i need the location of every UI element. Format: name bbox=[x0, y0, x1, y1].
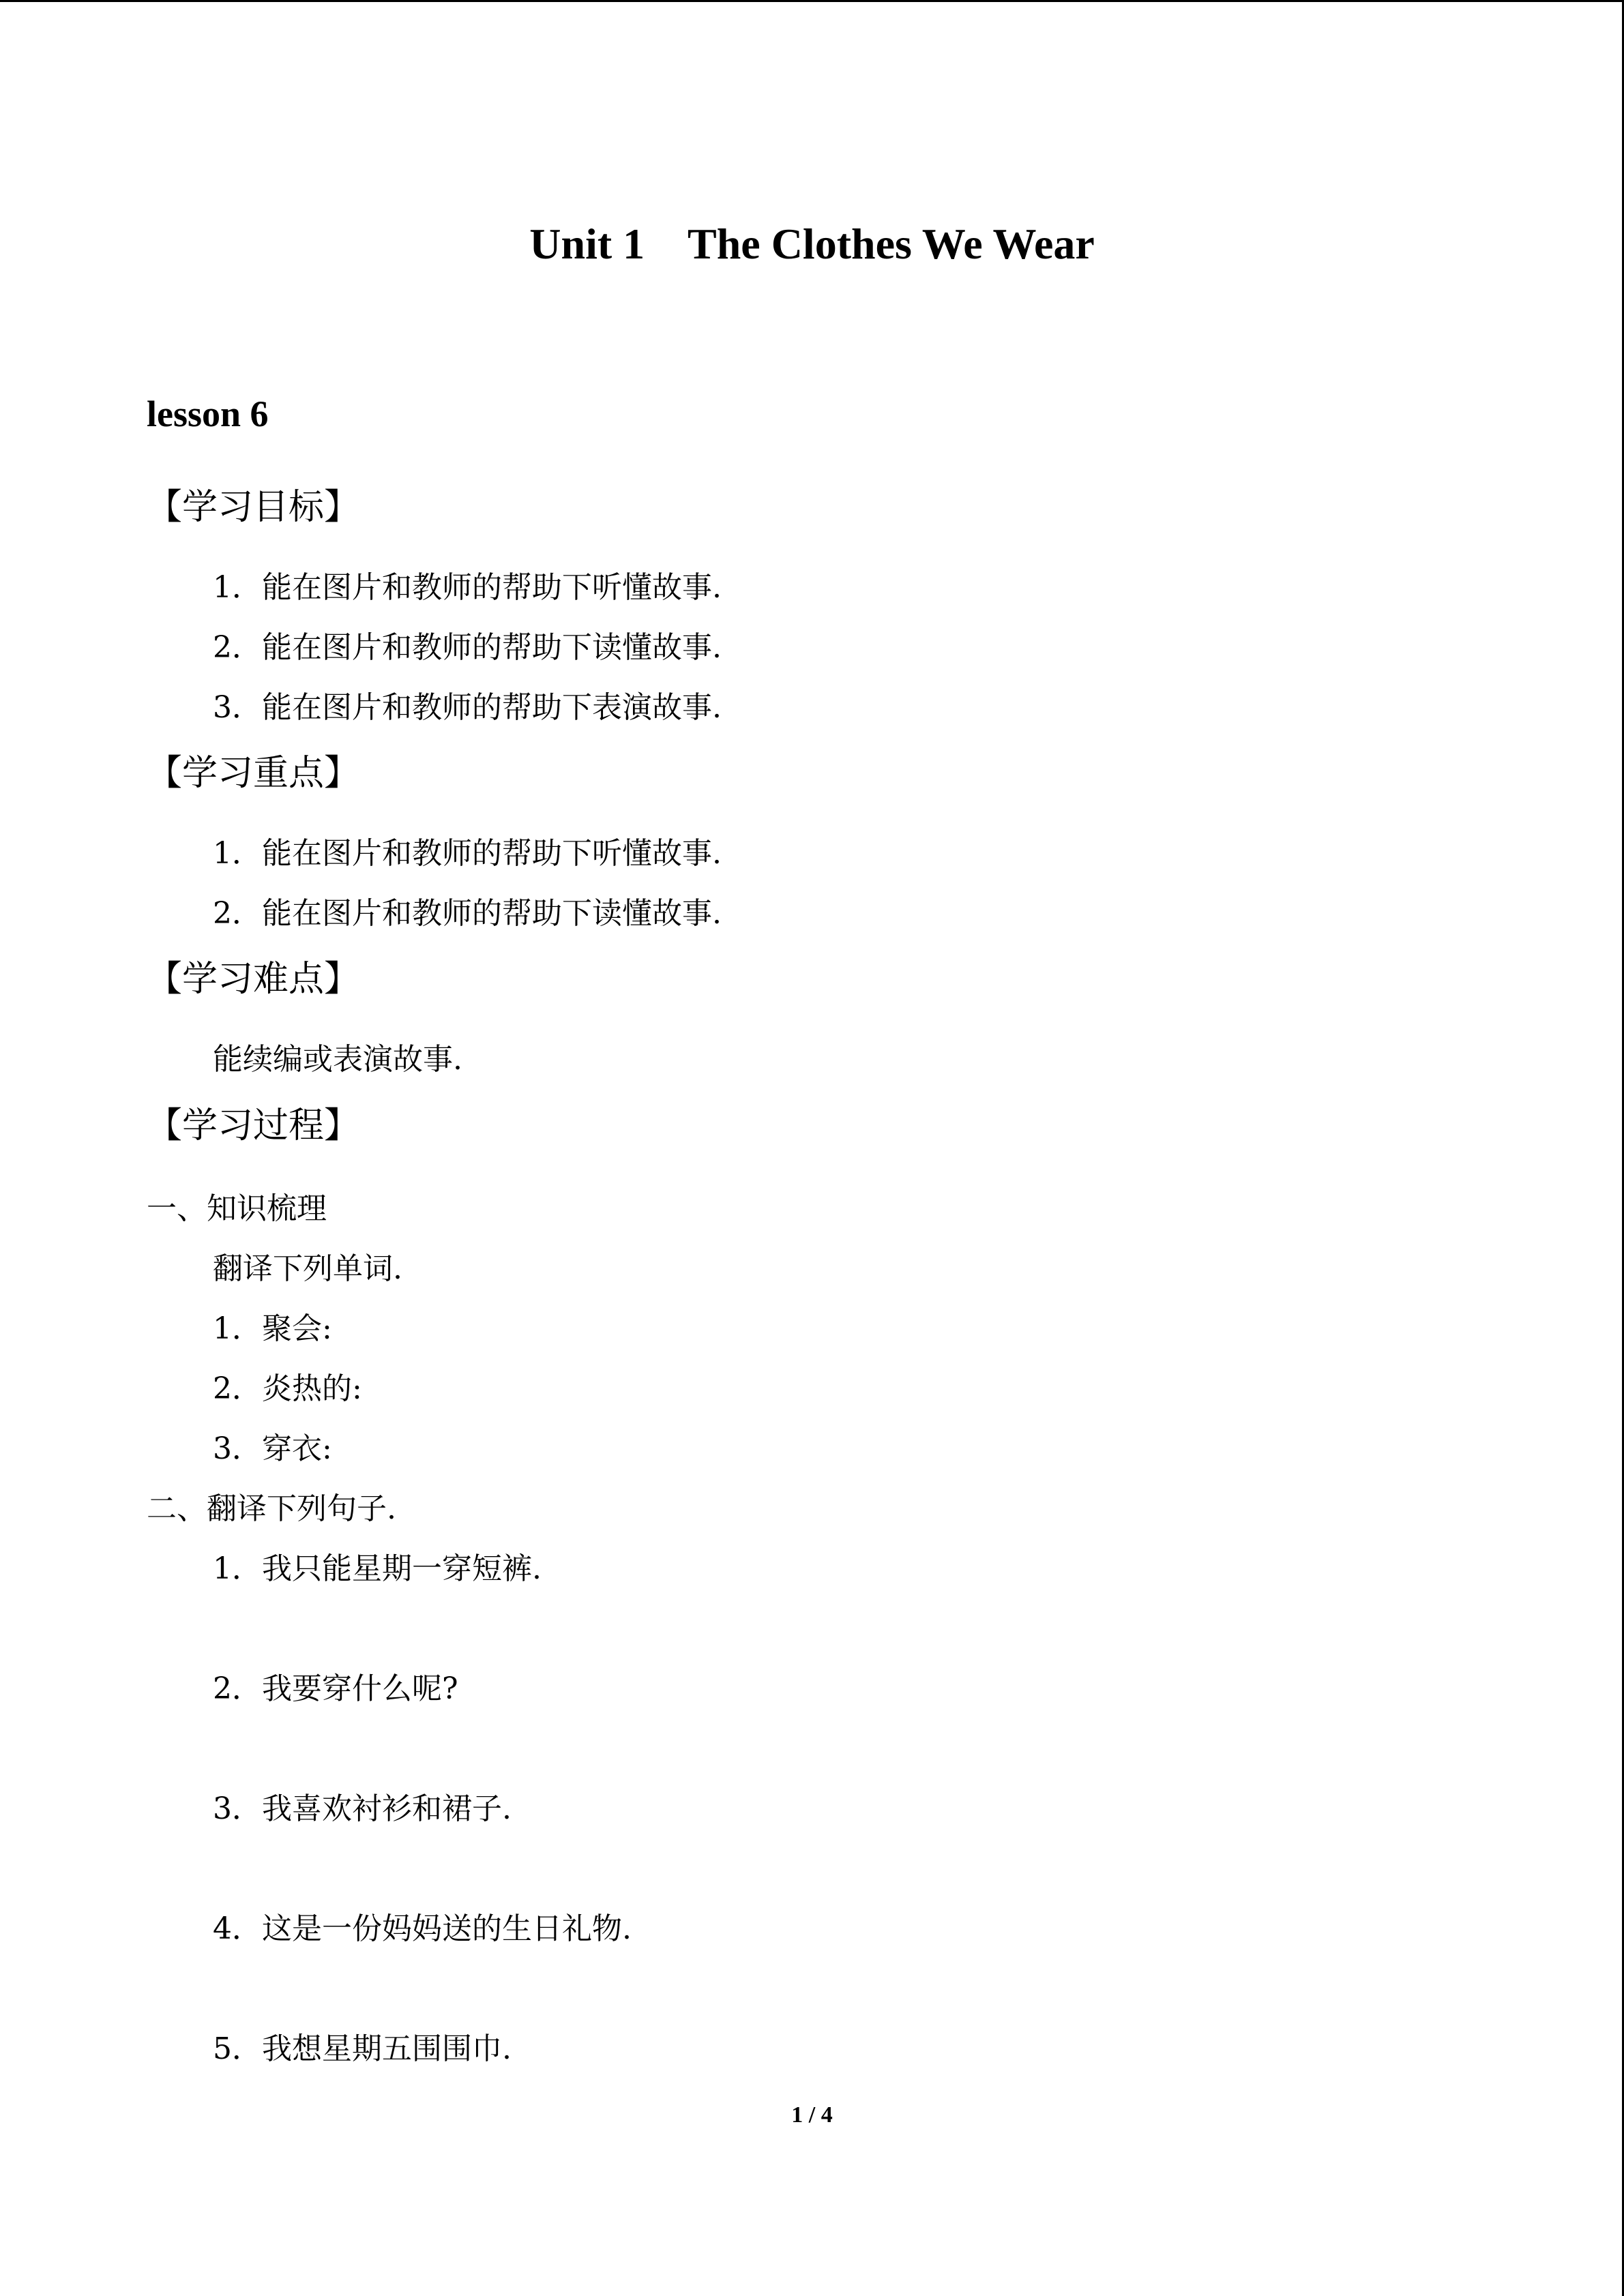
part-title-sentences: 二、翻译下列句子. bbox=[147, 1491, 396, 1526]
page-number: 1 / 4 bbox=[791, 2102, 833, 2128]
sentence-item: 2．我要穿什么呢? bbox=[213, 1671, 458, 1706]
section-heading-goals: 【学习目标】 bbox=[147, 487, 360, 528]
vocab-item: 2．炎热的: bbox=[213, 1371, 362, 1406]
vocab-item: 1．聚会: bbox=[213, 1311, 332, 1346]
section-heading-key-points: 【学习重点】 bbox=[147, 753, 360, 794]
sentence-item: 3．我喜欢衬衫和裙子. bbox=[213, 1791, 512, 1826]
sentence-item: 4．这是一份妈妈送的生日礼物. bbox=[213, 1911, 632, 1946]
part-title-knowledge: 一、知识梳理 bbox=[147, 1191, 327, 1226]
section-heading-process: 【学习过程】 bbox=[147, 1105, 360, 1146]
goal-item: 3．能在图片和教师的帮助下表演故事. bbox=[213, 690, 722, 725]
part-instruction: 翻译下列单词. bbox=[213, 1251, 402, 1286]
key-point-item: 2．能在图片和教师的帮助下读懂故事. bbox=[213, 896, 722, 931]
goal-item: 1．能在图片和教师的帮助下听懂故事. bbox=[213, 570, 722, 605]
vocab-item: 3．穿衣: bbox=[213, 1431, 332, 1466]
lesson-label: lesson 6 bbox=[147, 393, 269, 434]
difficulty-text: 能续编或表演故事. bbox=[213, 1042, 462, 1077]
goal-item: 2．能在图片和教师的帮助下读懂故事. bbox=[213, 630, 722, 665]
sentence-item: 1．我只能星期一穿短裤. bbox=[213, 1551, 542, 1586]
section-heading-difficulties: 【学习难点】 bbox=[147, 959, 360, 1000]
sentence-item: 5．我想星期五围围巾. bbox=[213, 2031, 512, 2066]
key-point-item: 1．能在图片和教师的帮助下听懂故事. bbox=[213, 836, 722, 871]
page-title: Unit 1 The Clothes We Wear bbox=[529, 220, 1095, 268]
